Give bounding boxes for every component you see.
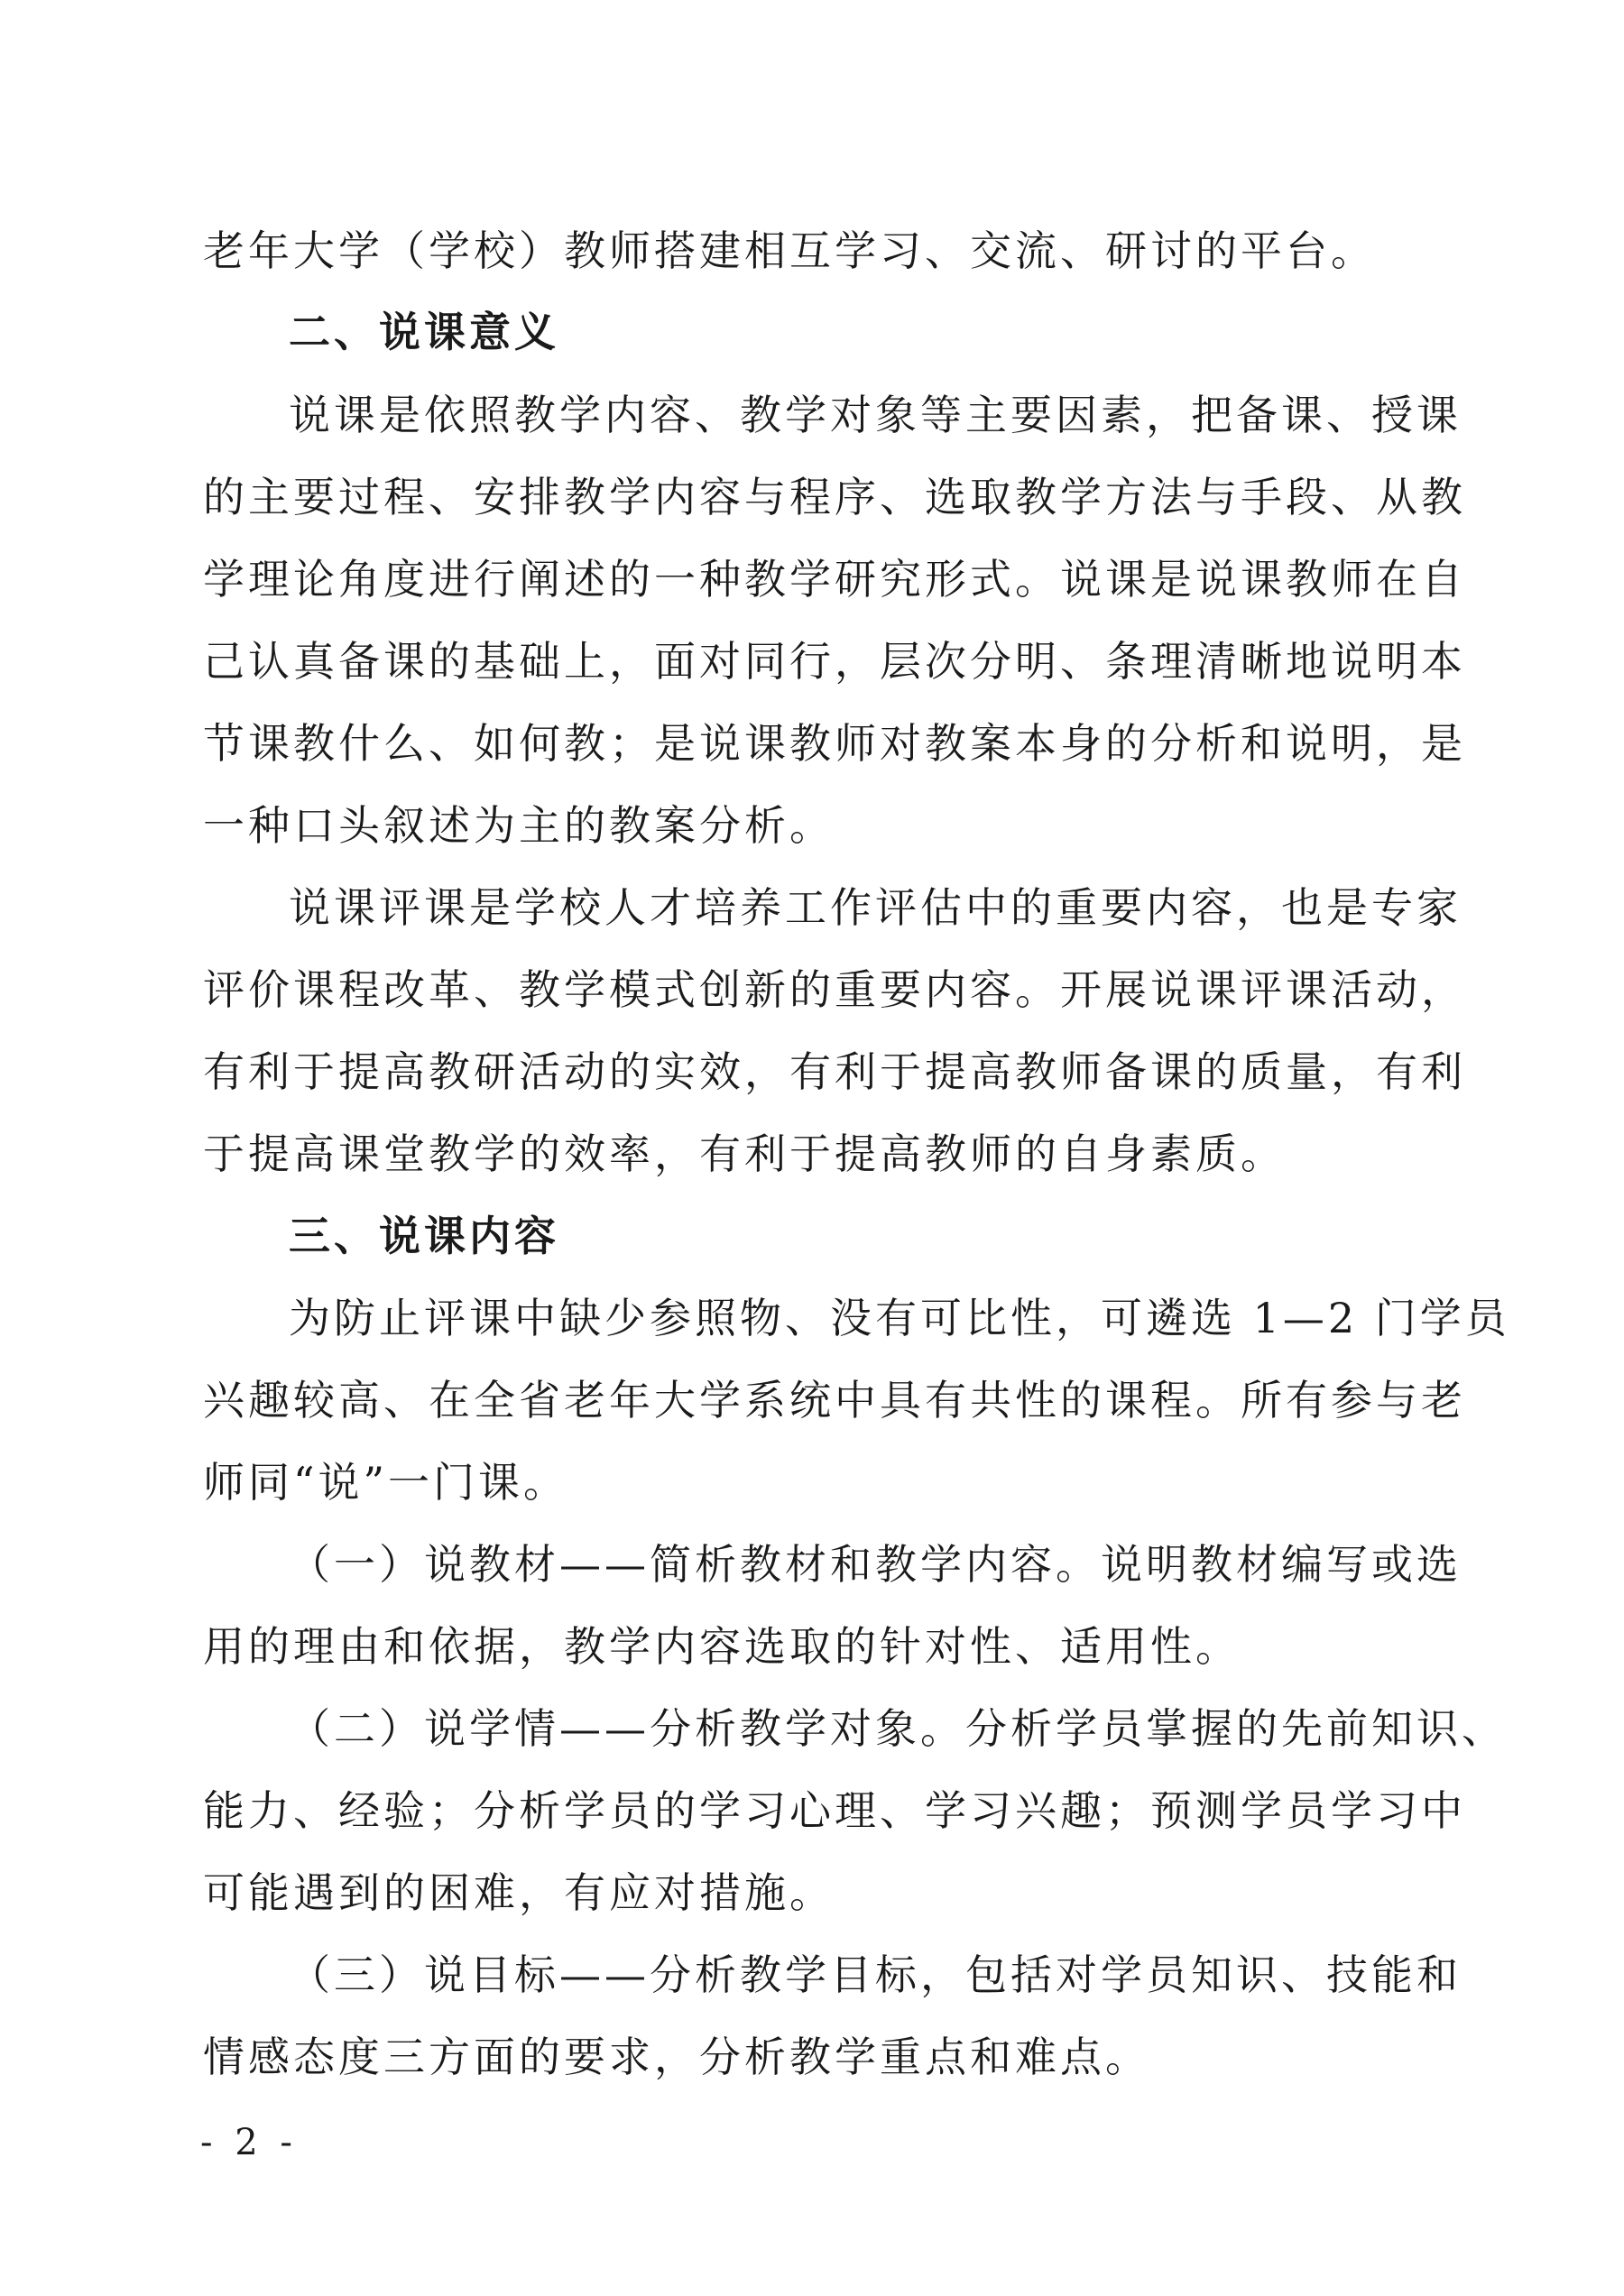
paragraph-line: 能力、经验；分析学员的学习心理、学习兴趣；预测学员学习中 [203, 1786, 1466, 1835]
paragraph-line: 老年大学（学校）教师搭建相互学习、交流、研讨的平台。 [203, 226, 1376, 275]
section-heading-significance: 二、说课意义 [289, 308, 559, 356]
paragraph-line: 学理论角度进行阐述的一种教学研究形式。说课是说课教师在自 [203, 555, 1466, 604]
paragraph-line: 可能遇到的困难，有应对措施。 [203, 1868, 835, 1917]
paragraph-line: 说课评课是学校人才培养工作评估中的重要内容，也是专家 [289, 883, 1462, 932]
page-number: - 2 - [200, 2122, 298, 2163]
paragraph-line: （一）说教材——简析教材和教学内容。说明教材编写或选 [289, 1540, 1462, 1589]
paragraph-line: 评价课程改革、教学模式创新的重要内容。开展说课评课活动， [203, 965, 1466, 1014]
paragraph-line: 一种口头叙述为主的教案分析。 [203, 801, 835, 850]
paragraph-line: 师同“说”一门课。 [203, 1458, 569, 1507]
paragraph-line: 于提高课堂教学的效率，有利于提高教师的自身素质。 [203, 1130, 1286, 1178]
paragraph-line: 兴趣较高、在全省老年大学系统中具有共性的课程。所有参与老 [203, 1376, 1466, 1425]
paragraph-line: 情感态度三方面的要求，分析教学重点和难点。 [203, 2033, 1150, 2081]
paragraph-line: 有利于提高教研活动的实效，有利于提高教师备课的质量，有利 [203, 1047, 1466, 1096]
paragraph-line: 用的理由和依据，教学内容选取的针对性、适用性。 [203, 1622, 1241, 1671]
paragraph-line: 的主要过程、安排教学内容与程序、选取教学方法与手段、从教 [203, 473, 1466, 521]
paragraph-line: 节课教什么、如何教；是说课教师对教案本身的分析和说明，是 [203, 719, 1466, 768]
paragraph-line: 说课是依照教学内容、教学对象等主要因素，把备课、授课 [289, 391, 1462, 439]
paragraph-line: （二）说学情——分析教学对象。分析学员掌握的先前知识、 [289, 1704, 1507, 1753]
paragraph-line: 为防止评课中缺少参照物、没有可比性，可遴选 1—2 门学员 [289, 1294, 1510, 1342]
paragraph-line: 己认真备课的基础上，面对同行，层次分明、条理清晰地说明本 [203, 637, 1466, 686]
section-heading-content: 三、说课内容 [289, 1212, 559, 1260]
paragraph-line: （三）说目标——分析教学目标，包括对学员知识、技能和 [289, 1950, 1462, 1999]
